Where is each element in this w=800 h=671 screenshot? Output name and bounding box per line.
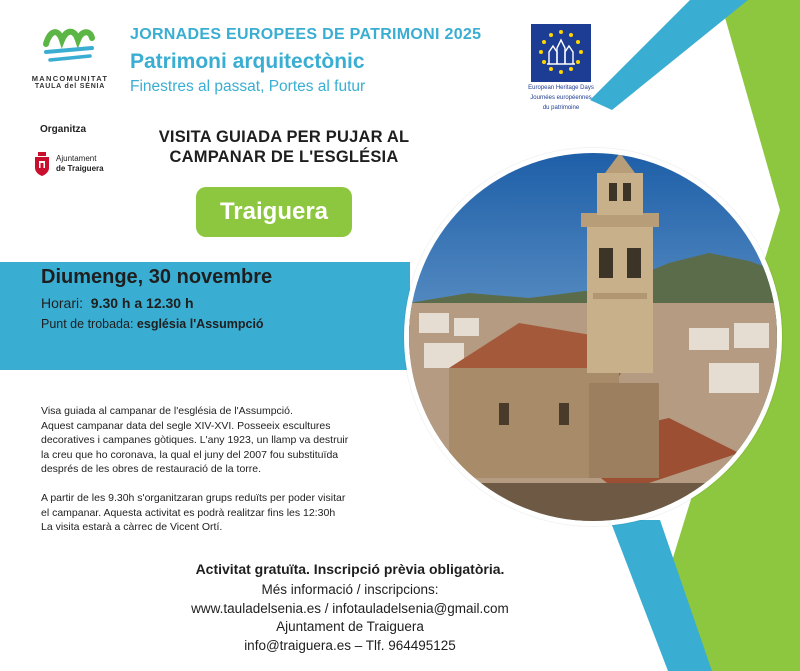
meeting-point-label: Punt de trobada: xyxy=(41,317,134,331)
desc-line: Visa guiada al campanar de l'església de l'Assumpció. xyxy=(41,405,293,417)
desc-line: Aquest campanar data del segle XIV-XVI. Posseeix escultures xyxy=(41,419,331,432)
event-date: Diumenge, 30 novembre xyxy=(41,266,273,288)
eu-flag-icon xyxy=(531,24,591,82)
ajuntament-traiguera-logo xyxy=(34,152,104,176)
more-info-label: Més informació / inscripcions: xyxy=(261,582,439,597)
de-traiguera-label: de Traiguera xyxy=(56,164,104,173)
desc-line: La visita estarà a càrrec de Vicent Ortí. xyxy=(41,521,223,534)
mancomunitat-logo xyxy=(20,22,120,90)
free-activity-notice: Activitat gratuïta. Inscripció prèvia obligatòria. xyxy=(195,561,505,577)
european-heritage-days-logo xyxy=(521,24,601,112)
mancomunitat-label: MANCOMUNITAT xyxy=(31,74,109,83)
event-title xyxy=(134,127,434,167)
coat-of-arms-icon xyxy=(34,152,50,176)
church-bell-tower-photo xyxy=(404,148,782,526)
meeting-point-value: església l'Assumpció xyxy=(136,317,264,331)
jornades-title: JORNADES EUROPEES DE PATRIMONI 2025 xyxy=(130,26,482,43)
description-paragraph-1 xyxy=(41,404,421,477)
ajuntament-contact-label: Ajuntament de Traiguera xyxy=(276,619,424,634)
eu-caption-2: Journées européennes xyxy=(530,95,592,101)
description-paragraph-2 xyxy=(41,491,421,535)
patrimoni-title: Patrimoni arquitectònic xyxy=(130,50,365,73)
desc-line: la creu que ho coronava, la qual el juny del 2007 fou substituïda xyxy=(41,448,339,461)
website-email-link[interactable]: www.tauladelsenia.es / infotauladelsenia@gmail.com xyxy=(191,600,509,616)
header xyxy=(130,26,481,96)
desc-line: després de les obres de restauració de la torre. xyxy=(41,463,262,476)
event-title-line-2: CAMPANAR DE L'ESGLÉSIA xyxy=(169,148,399,166)
horari-label: Horari: xyxy=(41,295,84,311)
location-badge: Traiguera xyxy=(196,187,352,237)
desc-line: decoratives i campanes gòtiques. L'any 1923, un llamp va destruir xyxy=(41,434,349,447)
finestres-subtitle: Finestres al passat, Portes al futur xyxy=(130,78,366,95)
email-phone-contact[interactable]: info@traiguera.es – Tlf. 964495125 xyxy=(244,637,456,653)
description xyxy=(41,404,421,535)
eu-caption-1: European Heritage Days xyxy=(528,85,594,91)
eu-caption-3: du patrimoine xyxy=(542,105,580,111)
organitza-label: Organitza xyxy=(40,124,87,135)
taula-del-senia-label: TAULA del SÉNIA xyxy=(34,83,106,90)
desc-line: el campanar. Aquesta activitat es podrà realitzar fins les 12:30h xyxy=(41,506,336,519)
desc-line: A partir de les 9.30h s'organitzaran grups reduïts per poder visitar xyxy=(41,491,346,504)
meeting-point-line xyxy=(41,317,264,331)
horari-value: 9.30 h a 12.30 h xyxy=(90,295,194,311)
ajuntament-label: Ajuntament xyxy=(56,154,97,163)
horari-line xyxy=(41,295,194,311)
footer xyxy=(150,561,550,655)
blue-top-stripe xyxy=(590,0,748,110)
event-title-line-1: VISITA GUIADA PER PUJAR AL xyxy=(158,128,410,146)
mancomunitat-m-icon xyxy=(40,22,100,70)
